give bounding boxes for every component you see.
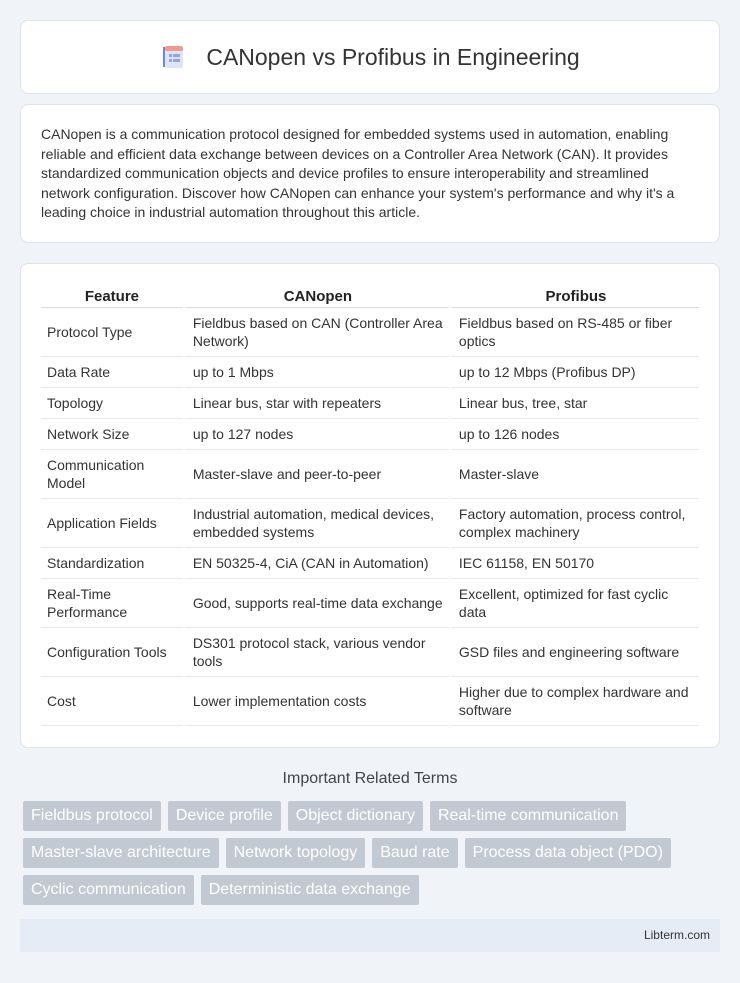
profibus-cell: GSD files and engineering software xyxy=(449,628,699,677)
table-row xyxy=(41,419,699,450)
term-tag[interactable]: Device profile xyxy=(168,801,281,831)
comparison-table xyxy=(41,284,699,726)
related-terms-list xyxy=(23,801,723,905)
canopen-cell: Lower implementation costs xyxy=(183,677,449,726)
intro-card xyxy=(20,104,720,243)
profibus-cell: IEC 61158, EN 50170 xyxy=(449,548,699,579)
term-tag[interactable]: Deterministic data exchange xyxy=(201,875,419,905)
table-row xyxy=(41,308,699,357)
profibus-cell: Higher due to complex hardware and software xyxy=(449,677,699,726)
intro-text: CANopen is a communication protocol designed for embedded systems used in automation, enabling reliable and efficient data exchange between devices on a Controller Area Network (CAN). It provides standardized communication objects and device profiles to ensure interoperability and streamlined network configuration. Discover how CANopen can enhance your system's performance and why it's a leading choice in industrial automation throughout this article. xyxy=(41,126,675,221)
title-wrap xyxy=(160,43,579,71)
canopen-cell: up to 1 Mbps xyxy=(183,357,449,388)
canopen-cell: Master-slave and peer-to-peer xyxy=(183,450,449,499)
footer-site-link[interactable]: Libterm.com xyxy=(643,928,710,942)
table-row xyxy=(41,357,699,388)
profibus-cell: Master-slave xyxy=(449,450,699,499)
feature-cell: Standardization xyxy=(41,548,183,579)
term-tag[interactable]: Object dictionary xyxy=(288,801,423,831)
feature-cell: Network Size xyxy=(41,419,183,450)
term-tag[interactable]: Cyclic communication xyxy=(23,875,194,905)
footer xyxy=(20,919,720,952)
term-tag[interactable]: Fieldbus protocol xyxy=(23,801,161,831)
table-row xyxy=(41,628,699,677)
table-row xyxy=(41,548,699,579)
table-row xyxy=(41,388,699,419)
document-icon xyxy=(160,43,188,71)
table-row xyxy=(41,677,699,726)
profibus-cell: Excellent, optimized for fast cyclic data xyxy=(449,579,699,628)
profibus-cell: Fieldbus based on RS-485 or fiber optics xyxy=(449,308,699,357)
profibus-cell: up to 126 nodes xyxy=(449,419,699,450)
column-header-feature: Feature xyxy=(41,284,183,308)
feature-cell: Cost xyxy=(41,677,183,726)
term-tag[interactable]: Process data object (PDO) xyxy=(465,838,671,868)
related-terms-title: Important Related Terms xyxy=(282,770,458,787)
profibus-cell: Factory automation, process control, complex machinery xyxy=(449,499,699,548)
term-tag[interactable]: Network topology xyxy=(226,838,366,868)
canopen-cell: Linear bus, star with repeaters xyxy=(183,388,449,419)
feature-cell: Configuration Tools xyxy=(41,628,183,677)
profibus-cell: up to 12 Mbps (Profibus DP) xyxy=(449,357,699,388)
table-row xyxy=(41,499,699,548)
canopen-cell: EN 50325-4, CiA (CAN in Automation) xyxy=(183,548,449,579)
profibus-cell: Linear bus, tree, star xyxy=(449,388,699,419)
canopen-cell: Industrial automation, medical devices, embedded systems xyxy=(183,499,449,548)
feature-cell: Data Rate xyxy=(41,357,183,388)
canopen-cell: Fieldbus based on CAN (Controller Area Network) xyxy=(183,308,449,357)
table-row xyxy=(41,579,699,628)
column-header-canopen: CANopen xyxy=(183,284,449,308)
term-tag[interactable]: Real-time communication xyxy=(430,801,627,831)
feature-cell: Topology xyxy=(41,388,183,419)
feature-cell: Protocol Type xyxy=(41,308,183,357)
canopen-cell: Good, supports real-time data exchange xyxy=(183,579,449,628)
feature-cell: Application Fields xyxy=(41,499,183,548)
header-card xyxy=(20,20,720,94)
canopen-cell: up to 127 nodes xyxy=(183,419,449,450)
canopen-cell: DS301 protocol stack, various vendor tools xyxy=(183,628,449,677)
column-header-profibus: Profibus xyxy=(449,284,699,308)
feature-cell: Real-Time Performance xyxy=(41,579,183,628)
table-header-row xyxy=(41,284,699,308)
comparison-table-card xyxy=(20,263,720,748)
table-row xyxy=(41,450,699,499)
page-title: CANopen vs Profibus in Engineering xyxy=(206,43,580,70)
term-tag[interactable]: Baud rate xyxy=(372,838,457,868)
term-tag[interactable]: Master-slave architecture xyxy=(23,838,219,868)
feature-cell: Communication Model xyxy=(41,450,183,499)
